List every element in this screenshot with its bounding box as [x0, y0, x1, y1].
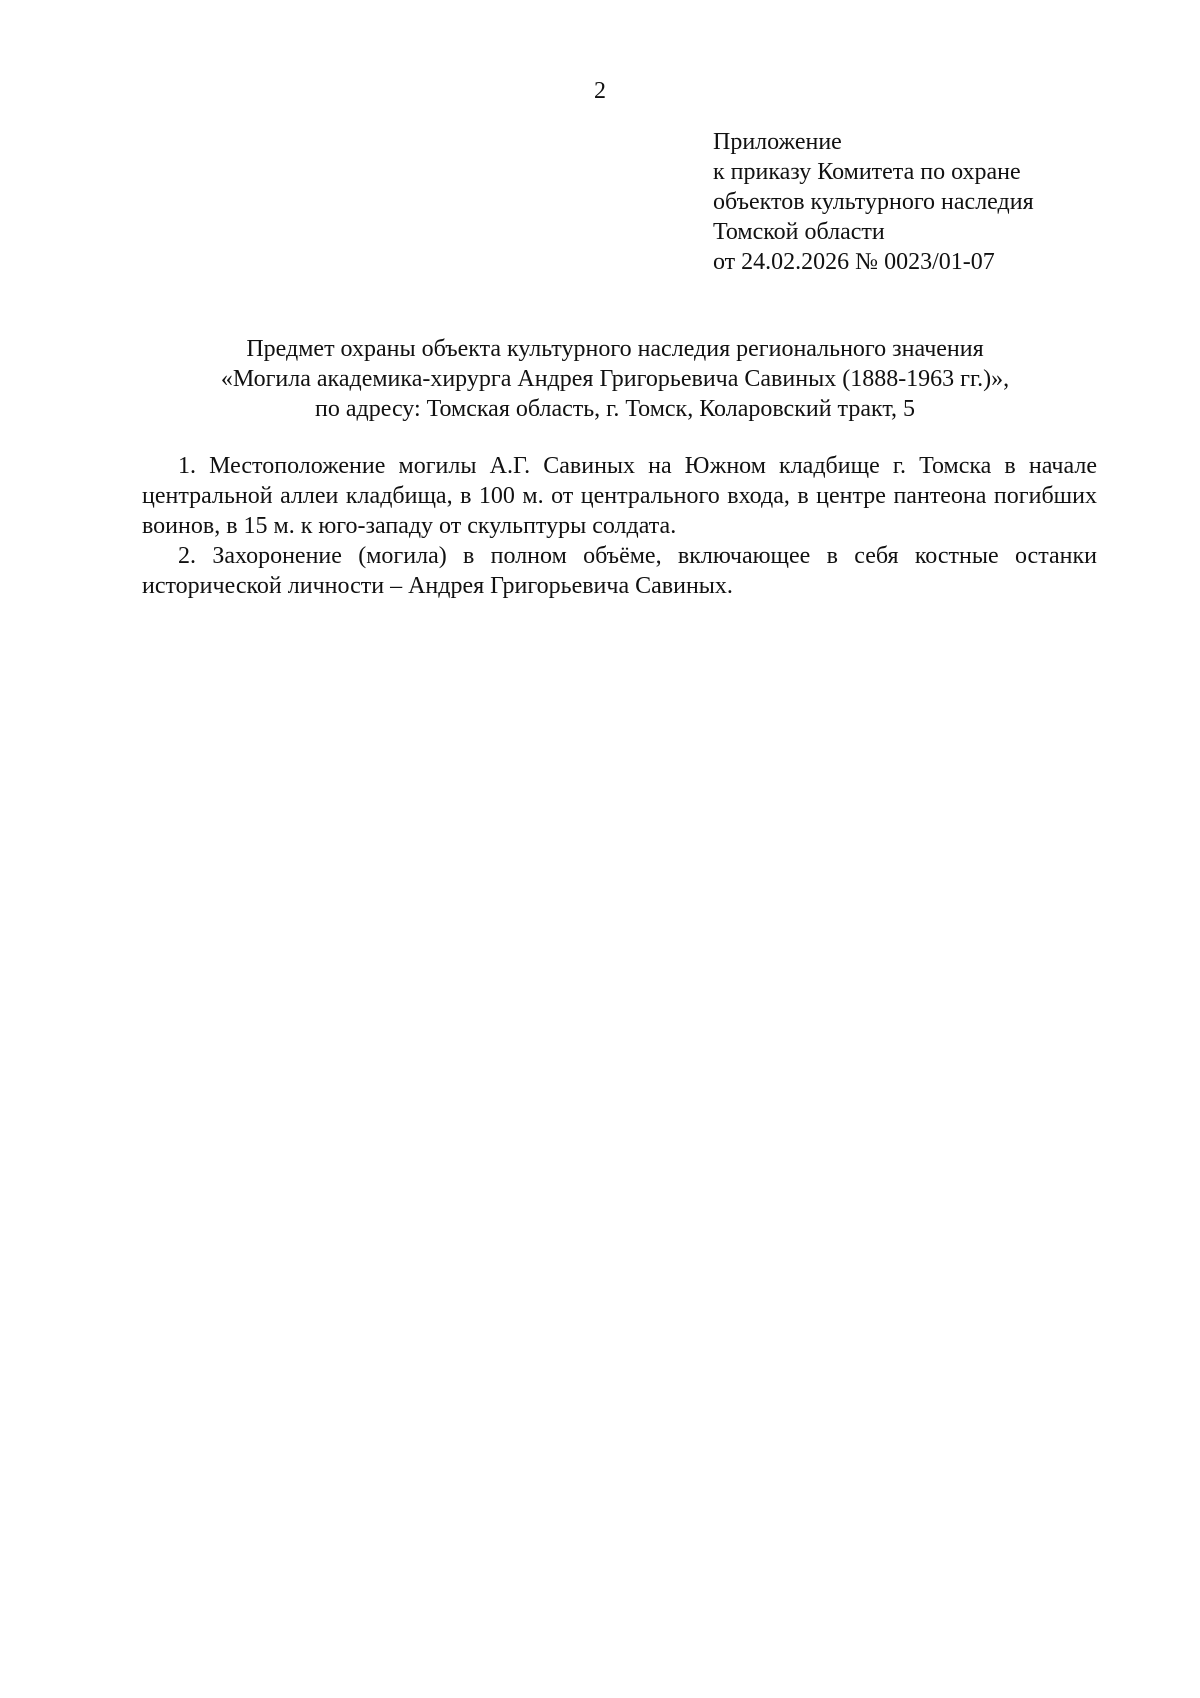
title-line-1: Предмет охраны объекта культурного наследия регионального значения: [246, 336, 984, 362]
appendix-date-number: от 24.02.2026 № 0023/01-07: [713, 249, 995, 275]
document-title: [140, 334, 1090, 424]
title-line-2: «Могила академика-хирурга Андрея Григорьевича Савиных (1888-1963 гг.)»,: [220, 366, 1010, 392]
document-body: [142, 451, 1097, 601]
appendix-order-ref: к приказу Комитета по охране: [713, 159, 1021, 185]
appendix-label: Приложение: [713, 129, 842, 155]
appendix-region: Томской области: [713, 219, 885, 245]
list-item: 2. Захоронение (могила) в полном объёме, включающее в себя костные останки исторической личности – Андрея Григорьевича Савиных.: [142, 543, 1097, 599]
page-number: 2: [594, 78, 606, 104]
list-item: 1. Местоположение могилы А.Г. Савиных на Южном кладбище г. Томска в начале центральной аллеи кладбища, в 100 м. от центрального входа, в центре пантеона погибших воинов, в 15 м. к юго-западу от скульптуры солдата.: [142, 453, 1097, 539]
title-line-3: по адресу: Томская область, г. Томск, Коларовский тракт, 5: [314, 396, 915, 422]
appendix-committee: объектов культурного наследия: [713, 189, 1034, 215]
appendix-header: [713, 127, 1173, 277]
